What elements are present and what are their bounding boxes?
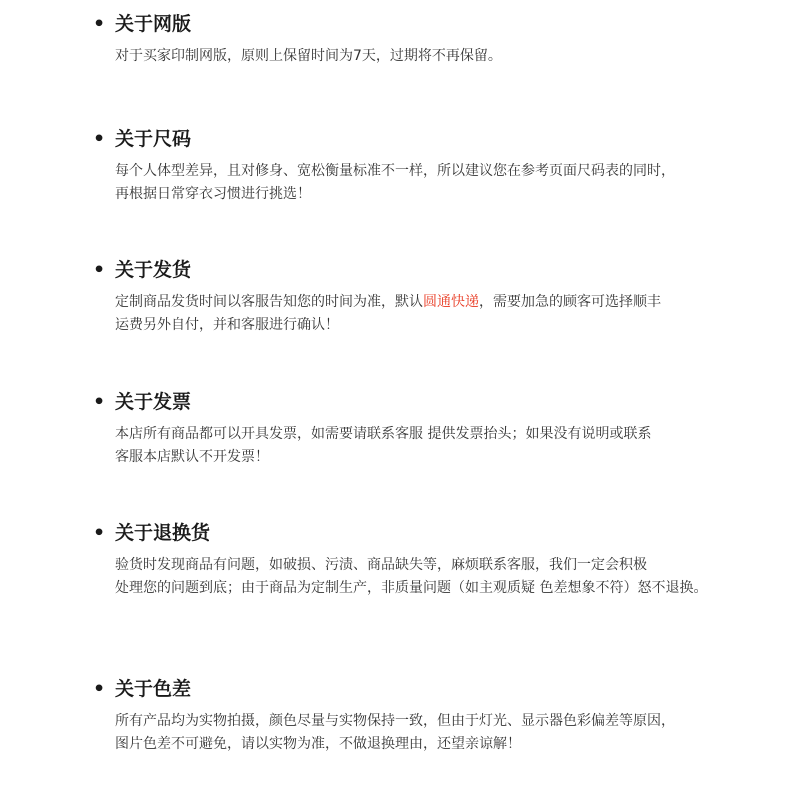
section-body bbox=[115, 45, 502, 68]
section-title: 关于发票 bbox=[115, 391, 192, 413]
body-line: 再根据日常穿衣习惯进行挑选！ bbox=[115, 186, 311, 202]
section-heading bbox=[93, 127, 191, 151]
section-title: 关于尺码 bbox=[115, 128, 192, 150]
body-line: 客服本店默认不开发票！ bbox=[115, 449, 269, 465]
body-line bbox=[115, 291, 661, 314]
body-line: 对于买家印制网版，原则上保留时间为7天，过期将不再保留。 bbox=[115, 48, 502, 64]
bullet: • bbox=[93, 391, 106, 413]
section-title: 关于发货 bbox=[115, 259, 192, 281]
section-body bbox=[115, 291, 661, 337]
section-heading bbox=[93, 390, 191, 414]
body-line: 图片色差不可避免，请以实物为准，不做退换理由，还望亲谅解！ bbox=[115, 736, 521, 752]
bullet: • bbox=[93, 13, 106, 35]
section-body bbox=[115, 423, 651, 469]
section-heading bbox=[93, 521, 210, 545]
section-heading bbox=[93, 677, 191, 701]
body-line: 所有产品均为实物拍摄，颜色尽量与实物保持一致，但由于灯光、显示器色彩偏差等原因， bbox=[115, 713, 675, 729]
courier-highlight: 圆通快递 bbox=[423, 294, 479, 310]
section-body bbox=[115, 160, 675, 206]
section-heading bbox=[93, 12, 191, 36]
bullet: • bbox=[93, 522, 106, 544]
body-text: ，需要加急的顾客可选择顺丰 bbox=[479, 294, 661, 310]
bullet: • bbox=[93, 128, 106, 150]
section-title: 关于网版 bbox=[115, 13, 192, 35]
body-line: 本店所有商品都可以开具发票，如需要请联系客服 提供发票抬头；如果没有说明或联系 bbox=[115, 426, 652, 442]
section-body bbox=[115, 554, 707, 600]
body-line: 运费另外自付，并和客服进行确认！ bbox=[115, 317, 339, 333]
section-title: 关于退换货 bbox=[115, 522, 211, 544]
body-line: 验货时发现商品有问题，如破损、污渍、商品缺失等，麻烦联系客服，我们一定会积极 bbox=[115, 557, 647, 573]
body-line: 每个人体型差异，且对修身、宽松衡量标准不一样，所以建议您在参考页面尺码表的同时， bbox=[115, 163, 675, 179]
section-body bbox=[115, 710, 675, 756]
bullet: • bbox=[93, 678, 106, 700]
bullet: • bbox=[93, 259, 106, 281]
section-heading bbox=[93, 258, 191, 282]
body-line: 处理您的问题到底；由于商品为定制生产，非质量问题（如主观质疑 色差想象不符）怒不退换。 bbox=[115, 580, 708, 596]
section-title: 关于色差 bbox=[115, 678, 192, 700]
body-text: 定制商品发货时间以客服告知您的时间为准，默认 bbox=[115, 294, 423, 310]
